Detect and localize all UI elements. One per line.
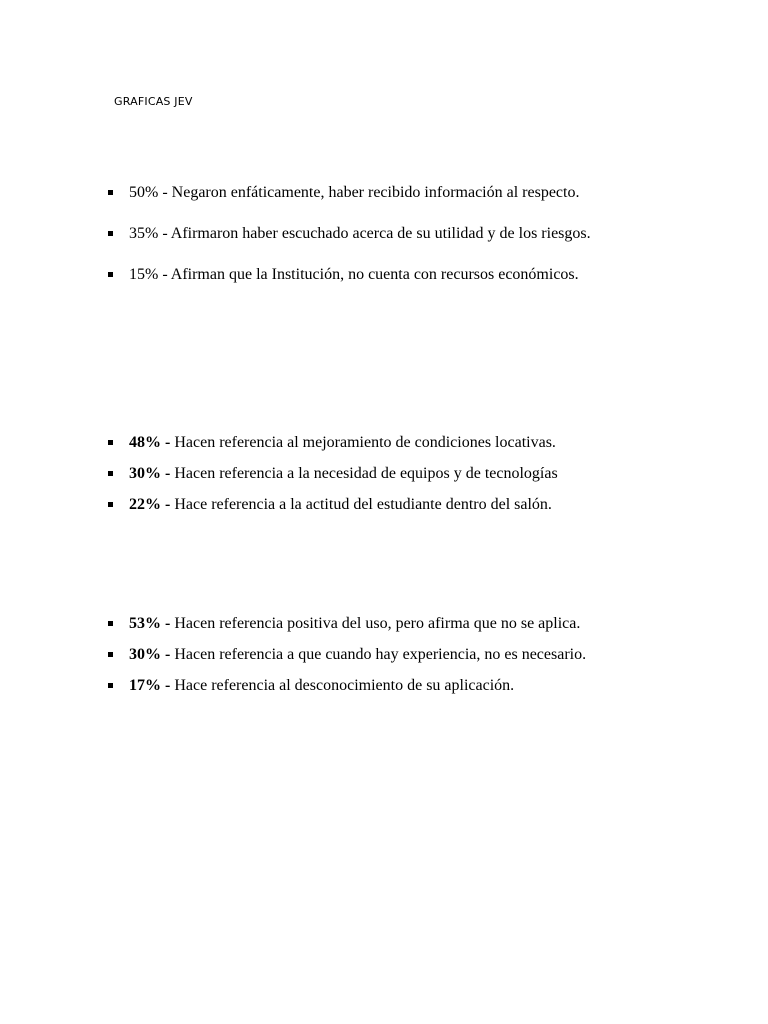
- list-item: [108, 614, 586, 634]
- percent-value: 17% -: [129, 677, 171, 694]
- percent-value: 30% -: [129, 465, 171, 482]
- square-bullet-icon: [108, 440, 113, 445]
- percent-value: 48% -: [129, 434, 171, 451]
- percent-value: 30% -: [129, 646, 171, 663]
- bullet-list-section-2: [108, 433, 558, 526]
- list-item: [108, 495, 558, 515]
- square-bullet-icon: [108, 190, 113, 195]
- list-item: [108, 265, 591, 285]
- list-item: [108, 183, 591, 203]
- item-text: Hace referencia al desconocimiento de su aplicación.: [170, 677, 515, 694]
- square-bullet-icon: [108, 621, 113, 626]
- list-item: [108, 676, 586, 696]
- percent-value: 15% -: [129, 266, 168, 283]
- list-item: [108, 433, 558, 453]
- square-bullet-icon: [108, 652, 113, 657]
- square-bullet-icon: [108, 683, 113, 688]
- bullet-list-section-1: [108, 183, 591, 306]
- item-text: Hacen referencia a que cuando hay experiencia, no es necesario.: [170, 646, 587, 663]
- percent-value: 50% -: [129, 184, 168, 201]
- list-item: [108, 224, 591, 244]
- percent-value: 22% -: [129, 496, 171, 513]
- page-title: GRAFICAS JEV: [114, 95, 193, 108]
- item-text: Afirmaron haber escuchado acerca de su utilidad y de los riesgos.: [167, 225, 591, 242]
- item-text: Negaron enfáticamente, haber recibido información al respecto.: [167, 184, 580, 201]
- square-bullet-icon: [108, 272, 113, 277]
- square-bullet-icon: [108, 502, 113, 507]
- item-text: Afirman que la Institución, no cuenta con recursos económicos.: [167, 266, 579, 283]
- percent-value: 53% -: [129, 615, 171, 632]
- item-text: Hacen referencia al mejoramiento de condiciones locativas.: [170, 434, 556, 451]
- item-text: Hacen referencia a la necesidad de equipos y de tecnologías: [170, 465, 558, 482]
- item-text: Hace referencia a la actitud del estudiante dentro del salón.: [170, 496, 552, 513]
- square-bullet-icon: [108, 471, 113, 476]
- bullet-list-section-3: [108, 614, 586, 707]
- percent-value: 35% -: [129, 225, 168, 242]
- square-bullet-icon: [108, 231, 113, 236]
- list-item: [108, 464, 558, 484]
- item-text: Hacen referencia positiva del uso, pero afirma que no se aplica.: [170, 615, 581, 632]
- list-item: [108, 645, 586, 665]
